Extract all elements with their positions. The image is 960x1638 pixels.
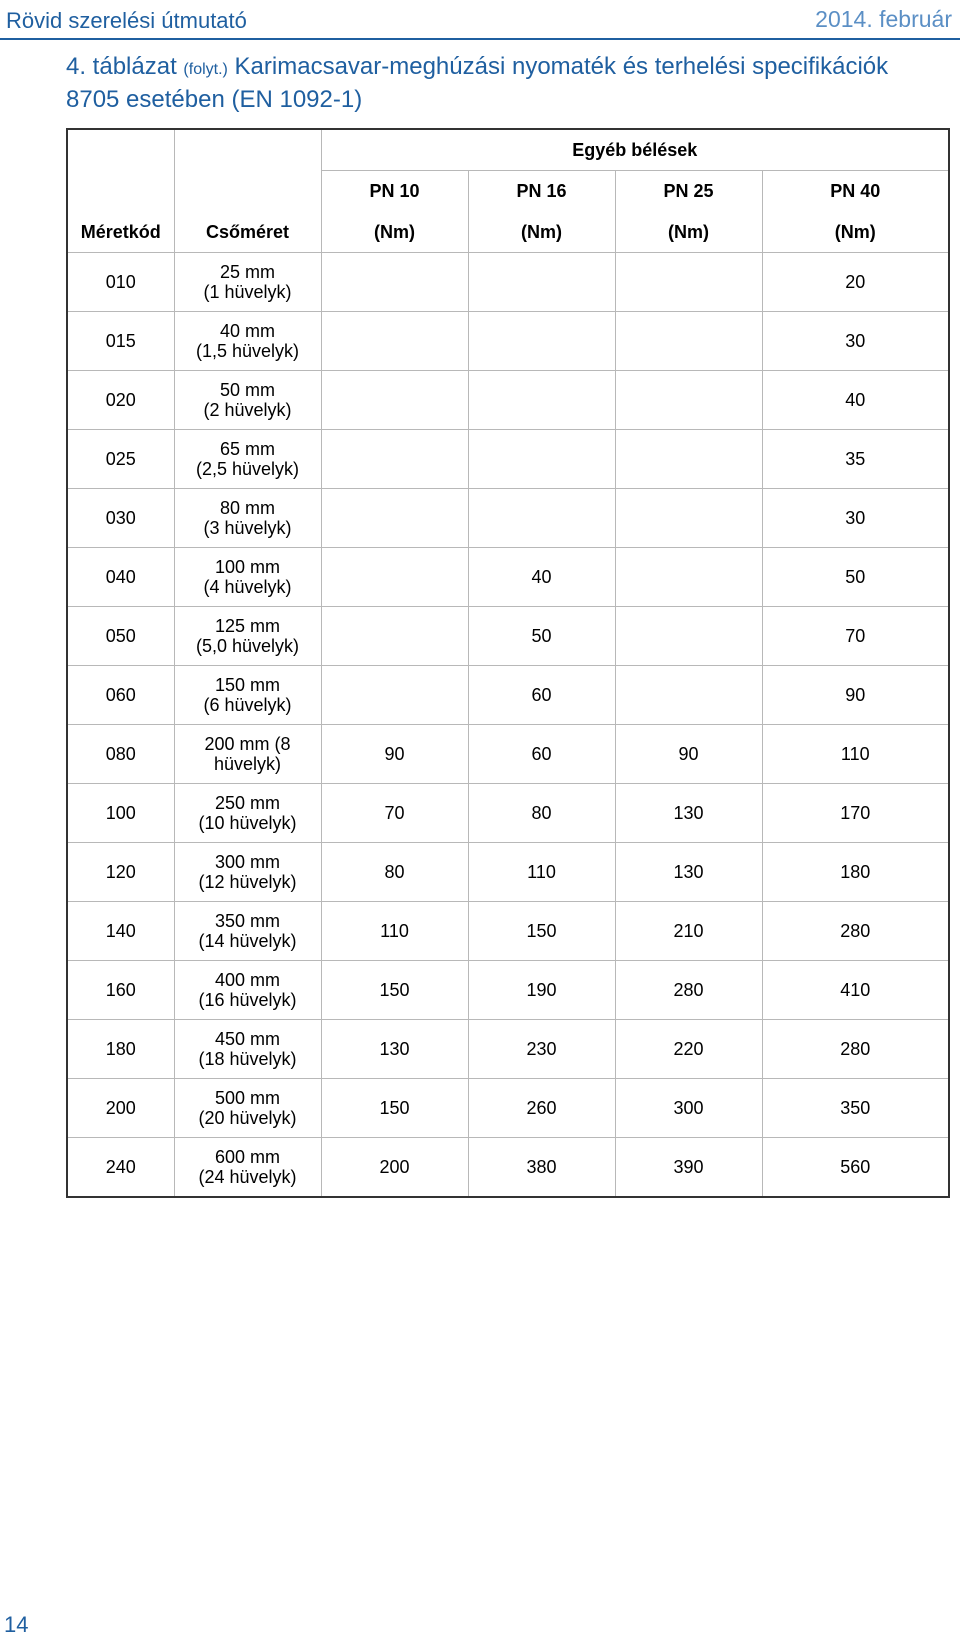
table-row: [67, 961, 949, 1020]
pipe-size-metric: 150 mm: [214, 675, 281, 695]
pipe-size-inch: hüvelyk): [213, 754, 282, 774]
pipe-size-metric: 200 mm (8: [204, 734, 291, 754]
pn25-torque-cell: [615, 548, 762, 607]
pn16-torque-cell: [468, 253, 615, 312]
size-code-cell: 140: [67, 902, 174, 961]
pipe-size-metric: 300 mm: [214, 852, 281, 872]
pn10-torque-cell: 110: [321, 902, 468, 961]
pn10-torque-cell: 150: [321, 1079, 468, 1138]
pn25-torque-cell: 390: [615, 1138, 762, 1198]
pipe-size-cell: [174, 371, 321, 430]
pn16-unit: (Nm): [468, 212, 615, 253]
pn10-unit: (Nm): [321, 212, 468, 253]
pipe-size-cell: [174, 961, 321, 1020]
pipe-size-cell: [174, 1138, 321, 1198]
pn10-torque-cell: 130: [321, 1020, 468, 1079]
page-number: 14: [4, 1612, 29, 1637]
pipe-size-cell: [174, 430, 321, 489]
pipe-size-cell: [174, 784, 321, 843]
pipe-size-cell: [174, 843, 321, 902]
header-empty-cell: [174, 129, 321, 171]
size-code-cell: 180: [67, 1020, 174, 1079]
size-code-cell: 120: [67, 843, 174, 902]
size-code-cell: 050: [67, 607, 174, 666]
pipe-size-inch: (14 hüvelyk): [198, 931, 297, 951]
pipe-size-metric: 50 mm: [219, 380, 275, 400]
pn10-torque-cell: [321, 489, 468, 548]
size-code-cell: 100: [67, 784, 174, 843]
pn10-torque-cell: [321, 548, 468, 607]
pn40-unit: (Nm): [762, 212, 949, 253]
pn40-torque-cell: 410: [762, 961, 949, 1020]
pipe-size-inch: (24 hüvelyk): [198, 1167, 297, 1187]
running-header-title: Rövid szerelési útmutató: [6, 8, 247, 33]
pn25-torque-cell: 130: [615, 784, 762, 843]
pipe-size-cell: [174, 253, 321, 312]
pn16-torque-cell: 110: [468, 843, 615, 902]
pn10-torque-cell: [321, 607, 468, 666]
pn10-torque-cell: 70: [321, 784, 468, 843]
pn10-torque-cell: 80: [321, 843, 468, 902]
pipe-size-cell: [174, 607, 321, 666]
pipe-size-inch: (5,0 hüvelyk): [195, 636, 300, 656]
table-row: [67, 548, 949, 607]
pipe-size-inch: (18 hüvelyk): [198, 1049, 297, 1069]
pn40-torque-cell: 110: [762, 725, 949, 784]
pipe-size-cell: [174, 312, 321, 371]
size-code-cell: 020: [67, 371, 174, 430]
pn25-torque-cell: [615, 430, 762, 489]
pn16-header: PN 16: [468, 171, 615, 212]
pipe-size-inch: (6 hüvelyk): [203, 695, 292, 715]
size-code-cell: 080: [67, 725, 174, 784]
pn25-unit: (Nm): [615, 212, 762, 253]
group-header-other-liners: Egyéb bélések: [321, 129, 949, 171]
table-title-continued: (folyt.): [183, 61, 228, 78]
pipe-size-metric: 40 mm: [219, 321, 275, 341]
header-empty-cell: [174, 171, 321, 212]
pn40-torque-cell: 50: [762, 548, 949, 607]
pipe-size-cell: [174, 666, 321, 725]
table-row: [67, 843, 949, 902]
pn16-torque-cell: 380: [468, 1138, 615, 1198]
pn10-torque-cell: [321, 253, 468, 312]
table-row: [67, 1020, 949, 1079]
pipe-size-inch: (16 hüvelyk): [198, 990, 297, 1010]
table-title: [66, 52, 926, 115]
table-row: [67, 430, 949, 489]
table-row: [67, 312, 949, 371]
pipe-size-inch: (1,5 hüvelyk): [195, 341, 300, 361]
table-row: [67, 253, 949, 312]
size-code-cell: 030: [67, 489, 174, 548]
pn25-torque-cell: 90: [615, 725, 762, 784]
running-header-date: 2014. február: [815, 6, 952, 32]
pipe-size-cell: [174, 548, 321, 607]
pipe-size-metric: 100 mm: [214, 557, 281, 577]
pipe-size-metric: 400 mm: [214, 970, 281, 990]
pipe-size-header: Csőméret: [174, 212, 321, 253]
header-empty-cell: [67, 171, 174, 212]
pn16-torque-cell: 260: [468, 1079, 615, 1138]
table-row: [67, 371, 949, 430]
pn40-torque-cell: 30: [762, 312, 949, 371]
pipe-size-inch: (2 hüvelyk): [203, 400, 292, 420]
header-row-pn: [67, 171, 949, 212]
table-row: [67, 902, 949, 961]
pipe-size-inch: (10 hüvelyk): [198, 813, 297, 833]
pn25-torque-cell: 280: [615, 961, 762, 1020]
pn40-torque-cell: 90: [762, 666, 949, 725]
pn25-torque-cell: 220: [615, 1020, 762, 1079]
size-code-cell: 060: [67, 666, 174, 725]
pn16-torque-cell: 50: [468, 607, 615, 666]
pn16-torque-cell: [468, 489, 615, 548]
pn25-header: PN 25: [615, 171, 762, 212]
size-code-cell: 040: [67, 548, 174, 607]
pipe-size-metric: 600 mm: [214, 1147, 281, 1167]
pn16-torque-cell: 230: [468, 1020, 615, 1079]
pipe-size-inch: (4 hüvelyk): [203, 577, 292, 597]
pn25-torque-cell: [615, 666, 762, 725]
size-code-cell: 010: [67, 253, 174, 312]
pipe-size-inch: (3 hüvelyk): [203, 518, 292, 538]
pn10-torque-cell: [321, 666, 468, 725]
pn40-torque-cell: 70: [762, 607, 949, 666]
pipe-size-inch: (2,5 hüvelyk): [195, 459, 300, 479]
pn10-torque-cell: 150: [321, 961, 468, 1020]
pn25-torque-cell: 300: [615, 1079, 762, 1138]
pn16-torque-cell: [468, 371, 615, 430]
table-row: [67, 784, 949, 843]
pipe-size-metric: 65 mm: [219, 439, 275, 459]
torque-spec-table: [66, 128, 950, 1198]
pn10-torque-cell: 90: [321, 725, 468, 784]
table-row: [67, 666, 949, 725]
table-row: [67, 1138, 949, 1198]
pn25-torque-cell: [615, 607, 762, 666]
pn40-torque-cell: 350: [762, 1079, 949, 1138]
pn25-torque-cell: [615, 371, 762, 430]
pipe-size-metric: 500 mm: [214, 1088, 281, 1108]
pn10-torque-cell: [321, 312, 468, 371]
pn40-header: PN 40: [762, 171, 949, 212]
pipe-size-inch: (12 hüvelyk): [198, 872, 297, 892]
pn16-torque-cell: 150: [468, 902, 615, 961]
pipe-size-cell: [174, 1020, 321, 1079]
pn10-header: PN 10: [321, 171, 468, 212]
pn25-torque-cell: 130: [615, 843, 762, 902]
table-row: [67, 725, 949, 784]
pipe-size-cell: [174, 725, 321, 784]
pn16-torque-cell: 80: [468, 784, 615, 843]
pn40-torque-cell: 30: [762, 489, 949, 548]
pn16-torque-cell: 60: [468, 725, 615, 784]
pipe-size-metric: 250 mm: [214, 793, 281, 813]
pipe-size-metric: 25 mm: [219, 262, 275, 282]
size-code-cell: 200: [67, 1079, 174, 1138]
pipe-size-inch: (20 hüvelyk): [198, 1108, 297, 1128]
table-row: [67, 1079, 949, 1138]
pn40-torque-cell: 20: [762, 253, 949, 312]
header-row-units: [67, 212, 949, 253]
size-code-cell: 160: [67, 961, 174, 1020]
header-row-group: [67, 129, 949, 171]
size-code-cell: 025: [67, 430, 174, 489]
size-code-header: Méretkód: [67, 212, 174, 253]
pn16-torque-cell: 60: [468, 666, 615, 725]
pn40-torque-cell: 280: [762, 1020, 949, 1079]
pipe-size-metric: 450 mm: [214, 1029, 281, 1049]
pn25-torque-cell: [615, 253, 762, 312]
pn16-torque-cell: 190: [468, 961, 615, 1020]
header-divider: [0, 38, 960, 40]
table-title-part2: Karimacsavar-meghúzási nyomaték és terhelési specifikációk 8705 esetében (EN 1092-1): [66, 53, 889, 113]
size-code-cell: 015: [67, 312, 174, 371]
pn25-torque-cell: [615, 489, 762, 548]
pn40-torque-cell: 180: [762, 843, 949, 902]
pn10-torque-cell: [321, 430, 468, 489]
pipe-size-cell: [174, 1079, 321, 1138]
pn16-torque-cell: 40: [468, 548, 615, 607]
pn25-torque-cell: [615, 312, 762, 371]
pn25-torque-cell: 210: [615, 902, 762, 961]
pipe-size-metric: 350 mm: [214, 911, 281, 931]
pipe-size-metric: 80 mm: [219, 498, 275, 518]
pn40-torque-cell: 170: [762, 784, 949, 843]
pn16-torque-cell: [468, 312, 615, 371]
header-empty-cell: [67, 129, 174, 171]
pipe-size-cell: [174, 902, 321, 961]
pn10-torque-cell: 200: [321, 1138, 468, 1198]
pn40-torque-cell: 40: [762, 371, 949, 430]
pn16-torque-cell: [468, 430, 615, 489]
pn40-torque-cell: 280: [762, 902, 949, 961]
table-row: [67, 607, 949, 666]
pn40-torque-cell: 560: [762, 1138, 949, 1198]
pipe-size-inch: (1 hüvelyk): [203, 282, 292, 302]
pipe-size-metric: 125 mm: [214, 616, 281, 636]
table-title-part1: 4. táblázat: [66, 53, 184, 80]
size-code-cell: 240: [67, 1138, 174, 1198]
pipe-size-cell: [174, 489, 321, 548]
pn40-torque-cell: 35: [762, 430, 949, 489]
pn10-torque-cell: [321, 371, 468, 430]
table-row: [67, 489, 949, 548]
